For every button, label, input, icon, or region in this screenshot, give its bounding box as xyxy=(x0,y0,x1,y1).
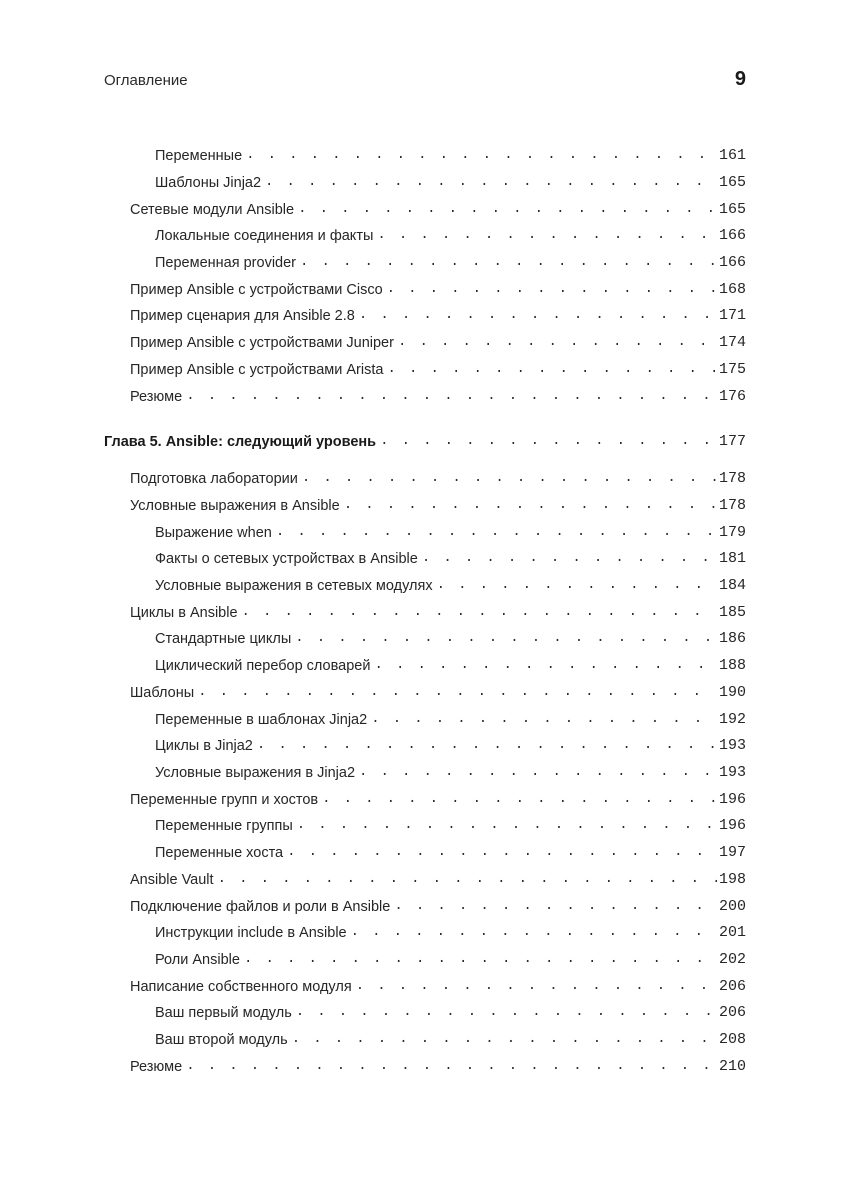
dot-leader xyxy=(244,950,717,968)
toc-entry-page: 177 xyxy=(718,433,746,450)
toc-entry-page: 184 xyxy=(718,577,746,594)
toc-entry[interactable] xyxy=(104,706,746,728)
toc-entry[interactable] xyxy=(104,329,746,351)
toc-entry-page: 179 xyxy=(718,524,746,541)
toc-entry-page: 200 xyxy=(718,898,746,915)
toc-entry[interactable] xyxy=(104,946,746,968)
toc-entry[interactable] xyxy=(104,866,746,888)
toc-entry-title: Резюме xyxy=(130,389,186,405)
dot-leader xyxy=(186,1057,717,1075)
toc-entry[interactable] xyxy=(104,652,746,674)
toc-entry[interactable] xyxy=(104,1053,746,1075)
toc-entry[interactable] xyxy=(104,625,746,647)
toc-entry-page: 202 xyxy=(718,951,746,968)
dot-leader xyxy=(394,897,717,915)
dot-leader xyxy=(387,280,717,298)
toc-entry-title: Пример Ansible с устройствами Cisco xyxy=(130,282,387,298)
toc-entry-page: 165 xyxy=(718,201,746,218)
dot-leader xyxy=(422,549,717,567)
toc-entry-page: 166 xyxy=(718,227,746,244)
toc-entry-title: Стандартные циклы xyxy=(155,631,295,647)
toc-entry[interactable] xyxy=(104,759,746,781)
toc-entry-page: 178 xyxy=(718,497,746,514)
toc-entry[interactable] xyxy=(104,679,746,701)
toc-entry-page: 197 xyxy=(718,844,746,861)
toc-entry[interactable] xyxy=(104,839,746,861)
toc-entry-page: 178 xyxy=(718,470,746,487)
toc-entry[interactable] xyxy=(104,572,746,594)
dot-leader xyxy=(295,629,717,647)
dot-leader xyxy=(287,843,717,861)
toc-entry[interactable] xyxy=(104,465,746,487)
dot-leader xyxy=(437,576,717,594)
toc-entry-page: 208 xyxy=(718,1031,746,1048)
toc-entry[interactable] xyxy=(104,545,746,567)
toc-entry[interactable] xyxy=(104,786,746,808)
toc-entry-title: Условные выражения в сетевых модулях xyxy=(155,578,437,594)
dot-leader xyxy=(265,173,717,191)
toc-entry-page: 196 xyxy=(718,817,746,834)
toc-entry-page: 168 xyxy=(718,281,746,298)
dot-leader xyxy=(377,226,717,244)
toc-entry-page: 171 xyxy=(718,307,746,324)
toc-entry[interactable] xyxy=(104,999,746,1021)
toc-entry-page: 206 xyxy=(718,978,746,995)
toc-entry-title: Ваш второй модуль xyxy=(155,1032,292,1048)
toc-entry-page: 174 xyxy=(718,334,746,351)
dot-leader xyxy=(300,253,717,271)
running-head xyxy=(104,70,746,92)
dot-leader xyxy=(374,656,717,674)
toc-entry-title: Ваш первый модуль xyxy=(155,1005,296,1021)
toc-entry[interactable] xyxy=(104,249,746,271)
toc-entry-title: Подключение файлов и роли в Ansible xyxy=(130,899,394,915)
toc-entry-page: 175 xyxy=(718,361,746,378)
toc-entry-title: Роли Ansible xyxy=(155,952,244,968)
toc-entry-page: 186 xyxy=(718,630,746,647)
toc-entry[interactable] xyxy=(104,812,746,834)
toc-entry-title: Циклический перебор словарей xyxy=(155,658,374,674)
dot-leader xyxy=(242,603,717,621)
toc-entry-page: 198 xyxy=(718,871,746,888)
toc-entry[interactable] xyxy=(104,492,746,514)
dot-leader xyxy=(359,763,717,781)
toc-entry[interactable] xyxy=(104,142,746,164)
dot-leader xyxy=(246,146,717,164)
dot-leader xyxy=(186,387,717,405)
toc-entry-page: 166 xyxy=(718,254,746,271)
dot-leader xyxy=(276,523,717,541)
dot-leader xyxy=(302,469,717,487)
dot-leader xyxy=(398,333,717,351)
toc-entry-page: 196 xyxy=(718,791,746,808)
toc-entry[interactable] xyxy=(104,356,746,378)
toc-entry-page: 210 xyxy=(718,1058,746,1075)
toc-entry-title: Глава 5. Ansible: следующий уровень xyxy=(104,434,380,450)
toc-entry-page: 206 xyxy=(718,1004,746,1021)
toc-entry-title: Сетевые модули Ansible xyxy=(130,202,298,218)
toc-entry[interactable] xyxy=(104,276,746,298)
toc-entry-title: Написание собственного модуля xyxy=(130,979,356,995)
toc-entry-title: Пример сценария для Ansible 2.8 xyxy=(130,308,359,324)
toc-entry[interactable] xyxy=(104,302,746,324)
running-head-title: Оглавление xyxy=(104,72,188,89)
toc-entry-page: 181 xyxy=(718,550,746,567)
toc-entry-page: 192 xyxy=(718,711,746,728)
dot-leader xyxy=(356,977,717,995)
toc-entry-title: Подготовка лаборатории xyxy=(130,471,302,487)
toc-entry[interactable] xyxy=(104,1026,746,1048)
toc-entry-title: Шаблоны Jinja2 xyxy=(155,175,265,191)
dot-leader xyxy=(296,1003,717,1021)
dot-leader xyxy=(292,1030,717,1048)
toc-entry-page: 193 xyxy=(718,737,746,754)
toc-entry-title: Выражение when xyxy=(155,525,276,541)
dot-leader xyxy=(344,496,717,514)
toc-entry-page: 190 xyxy=(718,684,746,701)
toc-entry-title: Пример Ansible с устройствами Juniper xyxy=(130,335,398,351)
toc-entry-title: Факты о сетевых устройствах в Ansible xyxy=(155,551,422,567)
dot-leader xyxy=(198,683,717,701)
toc-entry[interactable] xyxy=(104,169,746,191)
dot-leader xyxy=(359,306,717,324)
toc-entry[interactable] xyxy=(104,919,746,941)
page-number: 9 xyxy=(734,68,746,90)
toc-entry-title: Циклы в Jinja2 xyxy=(155,738,257,754)
dot-leader xyxy=(387,360,717,378)
toc-entry-title: Переменные в шаблонах Jinja2 xyxy=(155,712,371,728)
toc-entry-title: Переменная provider xyxy=(155,255,300,271)
toc-entry-page: 165 xyxy=(718,174,746,191)
toc-entry[interactable] xyxy=(104,893,746,915)
toc-entry-page: 161 xyxy=(718,147,746,164)
toc-entry-title: Циклы в Ansible xyxy=(130,605,242,621)
dot-leader xyxy=(371,710,717,728)
dot-leader xyxy=(218,870,717,888)
toc-entry-title: Резюме xyxy=(130,1059,186,1075)
toc-entry-page: 188 xyxy=(718,657,746,674)
toc-entry-title: Условные выражения в Jinja2 xyxy=(155,765,359,781)
toc-entry-title: Инструкции include в Ansible xyxy=(155,925,351,941)
toc-entry-page: 185 xyxy=(718,604,746,621)
toc-entry-title: Переменные групп и хостов xyxy=(130,792,322,808)
toc-entry-title: Переменные xyxy=(155,148,246,164)
toc-entry-title: Пример Ansible с устройствами Arista xyxy=(130,362,387,378)
dot-leader xyxy=(298,200,717,218)
toc-entry[interactable] xyxy=(104,222,746,244)
toc-entry-title: Переменные хоста xyxy=(155,845,287,861)
dot-leader xyxy=(380,432,717,450)
toc-entry-title: Локальные соединения и факты xyxy=(155,228,377,244)
toc-entry[interactable] xyxy=(104,383,746,405)
toc-entry[interactable] xyxy=(104,519,746,541)
dot-leader xyxy=(322,790,717,808)
dot-leader xyxy=(257,736,717,754)
toc-entry-page: 176 xyxy=(718,388,746,405)
dot-leader xyxy=(351,923,717,941)
toc-entry[interactable] xyxy=(104,196,746,218)
toc-entry[interactable] xyxy=(104,599,746,621)
toc-entry-title: Ansible Vault xyxy=(130,872,218,888)
toc-entry-title: Условные выражения в Ansible xyxy=(130,498,344,514)
toc-chapter-heading[interactable] xyxy=(104,428,746,450)
toc-entry-page: 193 xyxy=(718,764,746,781)
toc-entry-page: 201 xyxy=(718,924,746,941)
dot-leader xyxy=(297,816,717,834)
toc-entry[interactable] xyxy=(104,732,746,754)
toc-entry[interactable] xyxy=(104,973,746,995)
toc-entry-title: Переменные группы xyxy=(155,818,297,834)
toc-entry-title: Шаблоны xyxy=(130,685,198,701)
